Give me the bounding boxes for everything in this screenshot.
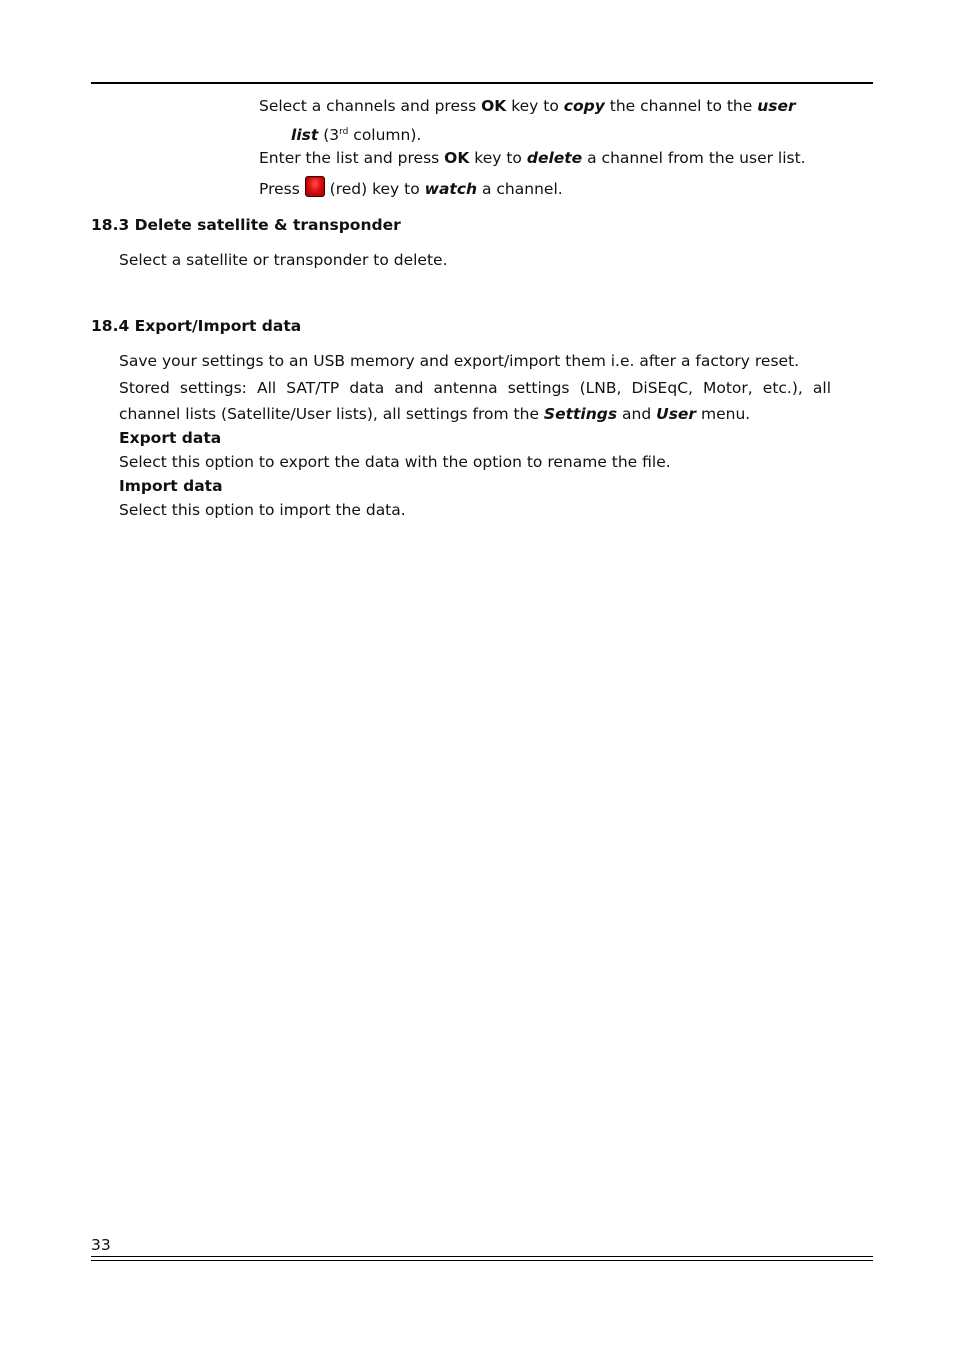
ordinal-suffix: rd	[339, 127, 349, 137]
export-data-body: Select this option to export the data with the option to rename the file.	[119, 453, 671, 471]
section-heading-18-4: 18.4 Export/Import data	[91, 317, 302, 335]
section-18-4-line-2: Stored settings: All SAT/TP data and antenna settings (LNB, DiSEqC, Motor, etc.), all	[119, 379, 831, 397]
page-number: 33	[91, 1236, 111, 1254]
red-key-icon	[305, 176, 325, 197]
section-18-4-line-1: Save your settings to an USB memory and export/import them i.e. after a factory reset.	[119, 352, 800, 370]
text: column).	[348, 126, 422, 144]
list-term: list	[291, 126, 319, 144]
text: the channel to the	[604, 97, 758, 115]
text: (red) key to	[324, 180, 425, 198]
footer-rule	[91, 1256, 873, 1261]
text: Select a channels and press	[259, 97, 482, 115]
text: (3	[318, 126, 340, 144]
user-term: user	[757, 97, 796, 115]
text: key to	[469, 149, 527, 167]
instruction-watch-line	[259, 176, 563, 199]
ok-key-label: OK	[444, 149, 470, 167]
import-data-body: Select this option to import the data.	[119, 501, 406, 519]
text: key to	[506, 97, 564, 115]
header-rule	[91, 82, 873, 84]
section-heading-18-3: 18.3 Delete satellite & transponder	[91, 216, 401, 234]
user-term: User	[656, 405, 697, 423]
text: a channel from the user list.	[582, 149, 806, 167]
watch-term: watch	[424, 180, 478, 198]
ok-key-label: OK	[481, 97, 507, 115]
text: Press	[259, 180, 305, 198]
text: a channel.	[477, 180, 563, 198]
export-data-heading: Export data	[119, 429, 222, 447]
import-data-heading: Import data	[119, 477, 223, 495]
delete-term: delete	[526, 149, 583, 167]
text: Enter the list and press	[259, 149, 445, 167]
copy-term: copy	[563, 97, 605, 115]
text: menu.	[696, 405, 751, 423]
section-18-3-body: Select a satellite or transponder to delete.	[119, 251, 448, 269]
section-18-4-line-3	[119, 404, 750, 424]
settings-term: Settings	[543, 405, 618, 423]
text: and	[617, 405, 657, 423]
instruction-copy-line	[259, 96, 796, 116]
instruction-copy-line-cont	[291, 122, 421, 145]
text: channel lists (Satellite/User lists), all settings from the	[119, 405, 544, 423]
instruction-delete-line	[259, 148, 806, 168]
